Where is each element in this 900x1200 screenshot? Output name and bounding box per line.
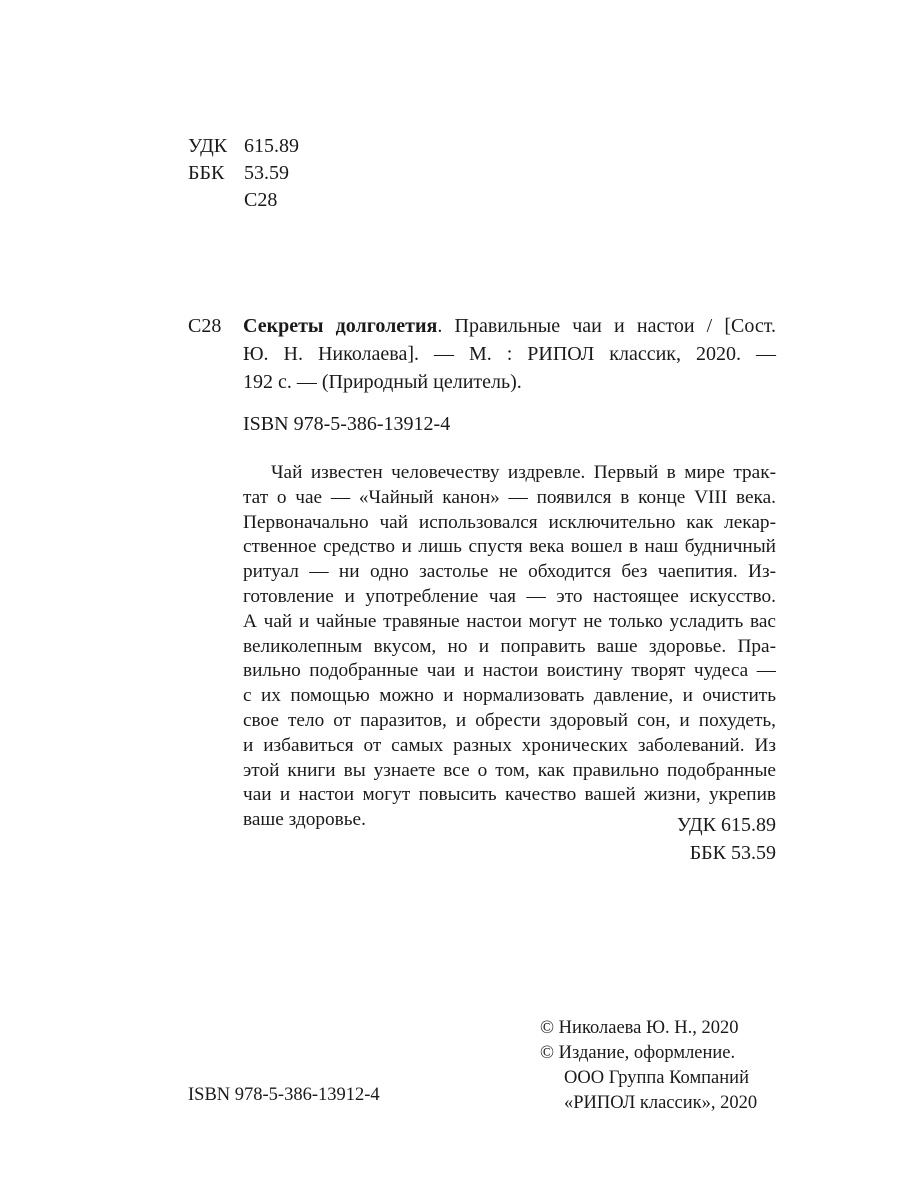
annotation-line: чаи и настои могут повысить качество вашей жизни, укрепив <box>243 784 776 806</box>
author-mark-row <box>188 187 299 214</box>
isbn-main: ISBN 978-5-386-13912-4 <box>243 413 451 435</box>
bib-author-mark: С28 <box>188 315 222 337</box>
bbk-label: ББК <box>188 162 225 184</box>
isbn-bottom: ISBN 978-5-386-13912-4 <box>188 1085 380 1105</box>
udk-footer: УДК 615.89 <box>676 814 776 836</box>
annotation-line: Чай известен человечеству издревле. Первый в мире трак- <box>271 462 776 483</box>
bbk-footer: ББК 53.59 <box>689 842 776 864</box>
udk-row <box>188 133 299 160</box>
udk-label: УДК <box>188 135 228 157</box>
annotation-line: ственное средство и лишь спустя века вошел в наш будничный <box>243 536 776 558</box>
annotation-line: великолепным вкусом, но и поправить ваше здоровье. Пра- <box>243 635 776 657</box>
copyright-publisher: ООО Группа Компаний <box>564 1068 749 1088</box>
annotation <box>243 461 776 833</box>
annotation-line: с их помощью можно и нормализовать давление, и очистить <box>243 685 776 707</box>
udk-value: 615.89 <box>244 135 299 157</box>
annotation-line: А чай и чайные травяные настои могут не только усладить вас <box>243 610 776 632</box>
copyright-block <box>540 1016 757 1116</box>
annotation-line: этой книги вы узнаете все о том, как правильно подобранные <box>243 759 776 781</box>
annotation-line: вильно подобранные чаи и настои воистину творят чудеса — <box>243 660 776 682</box>
bbk-row <box>188 160 299 187</box>
bib-line-1 <box>243 312 776 340</box>
annotation-line: тат о чае — «Чайный канон» — появился в конце VIII века. <box>243 486 776 508</box>
annotation-line: Первоначально чай использовался исключительно как лекар- <box>243 511 776 533</box>
annotation-line: свое тело от паразитов, и обрести здоровый сон, и похудеть, <box>243 709 776 731</box>
bib-line-3: 192 с. — (Природный целитель). <box>243 371 522 393</box>
copyright-author: © Николаева Ю. Н., 2020 <box>540 1018 739 1038</box>
copyright-publisher-name: «РИПОЛ классик», 2020 <box>564 1093 758 1113</box>
author-mark: С28 <box>244 189 278 211</box>
bib-line-1-rest: . Правильные чаи и настои / [Сост. <box>437 315 777 337</box>
bib-line-2: Ю. Н. Николаева]. — М. : РИПОЛ классик, 2020. — <box>243 343 776 365</box>
classification-codes <box>188 133 299 214</box>
book-title: Секреты долголетия <box>243 315 438 337</box>
bbk-value: 53.59 <box>244 162 289 184</box>
classification-codes-footer <box>677 811 776 867</box>
annotation-line: и избавиться от самых разных хронических заболеваний. Из <box>243 734 776 756</box>
annotation-line: готовление и употребление чая — это настоящее искусство. <box>243 585 776 607</box>
copyright-edition: © Издание, оформление. <box>540 1043 736 1063</box>
annotation-line: ваше здоровье. <box>243 809 366 831</box>
annotation-line: ритуал — ни одно застолье не обходится без чаепития. Из- <box>243 561 776 583</box>
